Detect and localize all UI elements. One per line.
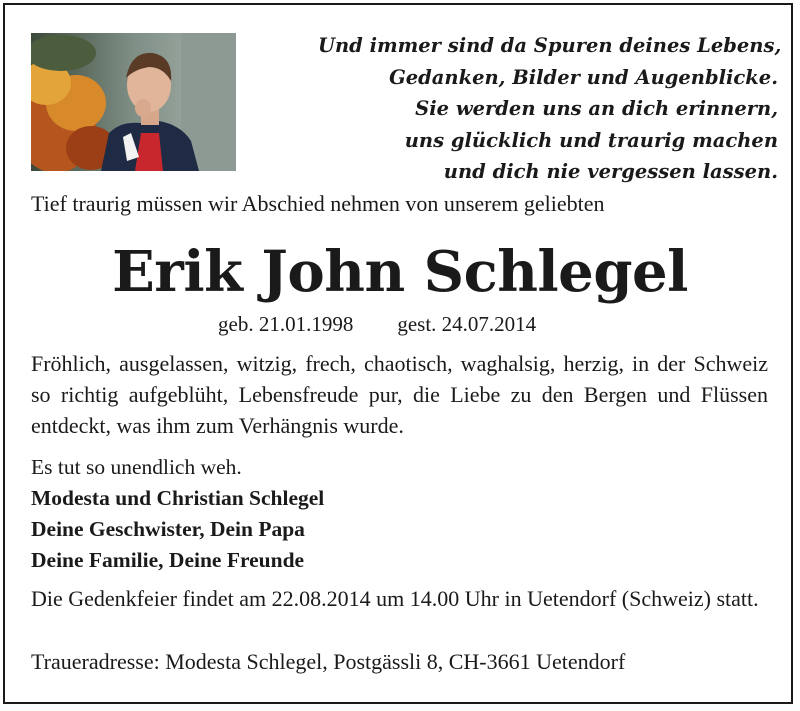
- ceremony-info: Die Gedenkfeier findet am 22.08.2014 um 14.00 Uhr in Uetendorf (Schweiz) statt.: [31, 586, 759, 611]
- poem-line: Gedanken, Bilder und Augenblicke.: [389, 65, 778, 89]
- poem-line: Und immer sind da Spuren deines Lebens,: [318, 34, 782, 57]
- poem-line: und dich nie vergessen lassen.: [443, 160, 778, 183]
- mourners-siblings: Deine Geschwister, Dein Papa: [31, 517, 305, 541]
- birth-date: geb. 21.01.1998: [218, 312, 354, 336]
- condolence-address: Traueradresse: Modesta Schlegel, Postgässli 8, CH-3661 Uetendorf: [31, 649, 626, 674]
- mourners-block: [31, 452, 324, 576]
- portrait-photo: [31, 33, 236, 171]
- mourners-family: Deine Familie, Deine Freunde: [31, 548, 305, 572]
- deceased-name: Erik John Schlegel: [112, 239, 688, 305]
- poem-line: uns glücklich und traurig machen: [404, 128, 778, 152]
- mourners-parents: Modesta und Christian Schlegel: [31, 486, 325, 510]
- intro-text: Tief traurig müssen wir Abschied nehmen von unserem geliebten: [31, 191, 605, 216]
- memorial-poem: [318, 30, 782, 188]
- life-dates: [218, 312, 536, 337]
- description-text: Fröhlich, ausgelassen, witzig, frech, chaotisch, waghalsig, herzig, in der Schweiz so richtig aufgeblüht, Lebensfreude pur, die Liebe zu den Bergen und Flüssen entdeckt, was ihm zum Verhängnis wurde.: [31, 351, 768, 438]
- death-date: gest. 24.07.2014: [397, 312, 537, 336]
- mourning-line: Es tut so unendlich weh.: [31, 455, 242, 479]
- poem-line: Sie werden uns an dich erinnern,: [415, 97, 778, 120]
